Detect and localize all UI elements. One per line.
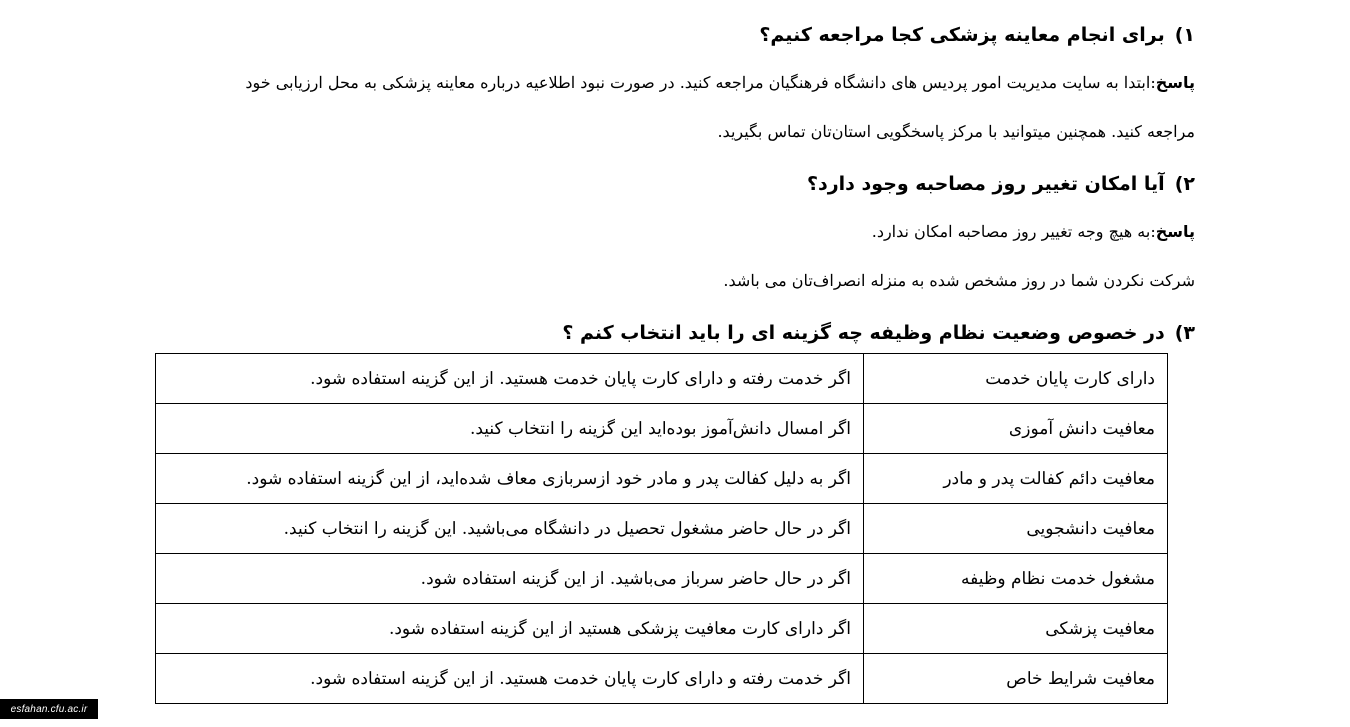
answer-2-line-2: شرکت نکردن شما در روز مشخص شده به منزله انصراف‌تان می باشد. (723, 271, 1195, 290)
option-cell: مشغول خدمت نظام وظیفه (864, 554, 1168, 604)
question-3 (155, 320, 1195, 346)
table-row (156, 504, 1168, 554)
question-1 (155, 22, 1195, 48)
description-cell: اگر امسال دانش‌آموز بوده‌اید این گزینه را انتخاب کنید. (156, 404, 864, 454)
question-3-number: ۳) (1174, 322, 1195, 344)
military-status-table (155, 353, 1168, 704)
answer-2-text: :به هیچ وجه تغییر روز مصاحبه امکان ندارد. (871, 222, 1156, 241)
option-cell: معافیت دائم کفالت پدر و مادر (864, 454, 1168, 504)
description-cell: اگر به دلیل کفالت پدر و مادر خود ازسربازی معاف شده‌اید، از این گزینه استفاده شود. (156, 454, 864, 504)
description-cell: اگر خدمت رفته و دارای کارت پایان خدمت هستید. از این گزینه استفاده شود. (156, 354, 864, 404)
description-cell: اگر در حال حاضر سرباز می‌باشید. از این گزینه استفاده شود. (156, 554, 864, 604)
question-2 (155, 171, 1195, 197)
answer-1-line-1 (155, 72, 1195, 94)
answer-1-label: پاسخ (1155, 73, 1195, 92)
answer-1-text: :ابتدا به سایت مدیریت امور پردیس های دانشگاه فرهنگیان مراجعه کنید. در صورت نبود اطلاعیه درباره معاینه پزشکی به محل ارزیابی خود (245, 73, 1156, 92)
table-row (156, 404, 1168, 454)
question-2-text: آیا امکان تغییر روز مصاحبه وجود دارد؟ (806, 173, 1165, 195)
option-cell: معافیت شرایط خاص (864, 654, 1168, 704)
option-cell: معافیت دانش آموزی (864, 404, 1168, 454)
description-cell: اگر خدمت رفته و دارای کارت پایان خدمت هستید. از این گزینه استفاده شود. (156, 654, 864, 704)
answer-2-line-1 (155, 221, 1195, 243)
option-cell: دارای کارت پایان خدمت (864, 354, 1168, 404)
option-cell: معافیت دانشجویی (864, 504, 1168, 554)
site-watermark: esfahan.cfu.ac.ir (0, 699, 98, 719)
description-cell: اگر دارای کارت معافیت پزشکی هستید از این گزینه استفاده شود. (156, 604, 864, 654)
table-row (156, 604, 1168, 654)
option-cell: معافیت پزشکی (864, 604, 1168, 654)
table-row (156, 654, 1168, 704)
description-cell: اگر در حال حاضر مشغول تحصیل در دانشگاه می‌باشید. این گزینه را انتخاب کنید. (156, 504, 864, 554)
question-1-text: برای انجام معاینه پزشکی کجا مراجعه کنیم؟ (759, 24, 1165, 46)
table-row (156, 554, 1168, 604)
table-row (156, 454, 1168, 504)
answer-2-label: پاسخ (1155, 222, 1195, 241)
question-3-text: در خصوص وضعیت نظام وظیفه چه گزینه ای را باید انتخاب کنم ؟ (562, 322, 1165, 344)
answer-1-line-2: مراجعه کنید. همچنین میتوانید با مرکز پاسخگویی استان‌تان تماس بگیرید. (717, 122, 1195, 141)
question-2-number: ۲) (1174, 173, 1195, 195)
table-row (156, 354, 1168, 404)
question-1-number: ۱) (1174, 24, 1195, 46)
